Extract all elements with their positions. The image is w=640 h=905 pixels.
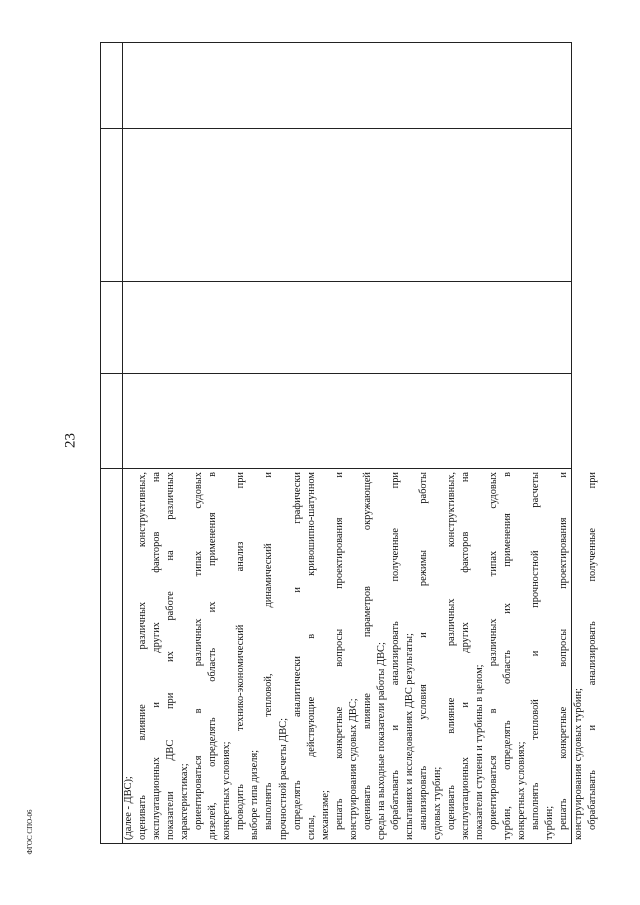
text-line: конструирования судовых турбин; (572, 688, 584, 840)
text-line: показатели ДВС при их работе на различных (165, 472, 177, 840)
text-line: дизелей, определять область их применения в (207, 472, 219, 840)
table-row-divider (100, 281, 572, 282)
text-line: проводить технико-экономический анализ при (235, 472, 247, 830)
page-number: 23 (62, 433, 79, 448)
text-line: оценивать влияние различных конструктивных, (137, 472, 149, 840)
text-line: обрабатывать и анализировать полученные при (389, 472, 401, 830)
text-line: выполнять тепловой, динамический и (263, 472, 275, 830)
rotated-text-cell (122, 468, 598, 844)
text-line: обрабатывать и анализировать полученные при (586, 472, 598, 830)
text-line: показатели ступени и турбины в целом; (474, 664, 486, 840)
text-line: конкретных условиях; (516, 741, 528, 840)
footer-code: ФГОС СПО-06 (26, 809, 34, 855)
text-line: (далее - ДВС); (123, 776, 134, 840)
text-line: эксплуатационных и других факторов на (151, 472, 163, 840)
text-line: силы, действующие в кривошипно-шатунном (305, 472, 317, 840)
text-line: конкретных условиях; (221, 741, 233, 840)
text-line: среды на выходные показатели работы ДВС; (375, 642, 387, 840)
text-line: конструирования судовых ДВС; (347, 698, 359, 840)
text-line: турбин, определять область их применения в (502, 472, 514, 840)
text-line: характеристиках; (179, 763, 191, 840)
text-line: судовых турбин; (432, 766, 444, 840)
text-line: ориентироваться в различных типах судовых (488, 472, 500, 830)
text-line: турбин; (544, 805, 556, 840)
table-row-divider (100, 373, 572, 374)
text-line: прочностной расчеты ДВС; (277, 718, 289, 840)
text-line: определять аналитически и графически (291, 472, 303, 830)
text-line: ориентироваться в различных типах судовых (193, 472, 205, 830)
text-line: оценивать влияние различных конструктивных, (446, 472, 458, 830)
text-line: анализировать условия и режимы работы (417, 472, 429, 830)
text-line: механизме; (319, 790, 331, 840)
text-line: эксплуатационных и других факторов на (460, 472, 472, 840)
text-line: решать конкретные вопросы проектирования и (558, 472, 570, 830)
skills-text (122, 468, 598, 844)
text-line: выполнять тепловой и прочностной расчеты (530, 472, 542, 830)
text-line: решать конкретные вопросы проектирования и (333, 472, 345, 830)
text-line: выборе типа дизеля; (249, 749, 261, 840)
table-row-divider (100, 128, 572, 129)
text-line: испытаниях и исследованиях ДВС результаты; (403, 633, 415, 840)
text-line: оценивать влияние параметров окружающей (361, 472, 373, 830)
